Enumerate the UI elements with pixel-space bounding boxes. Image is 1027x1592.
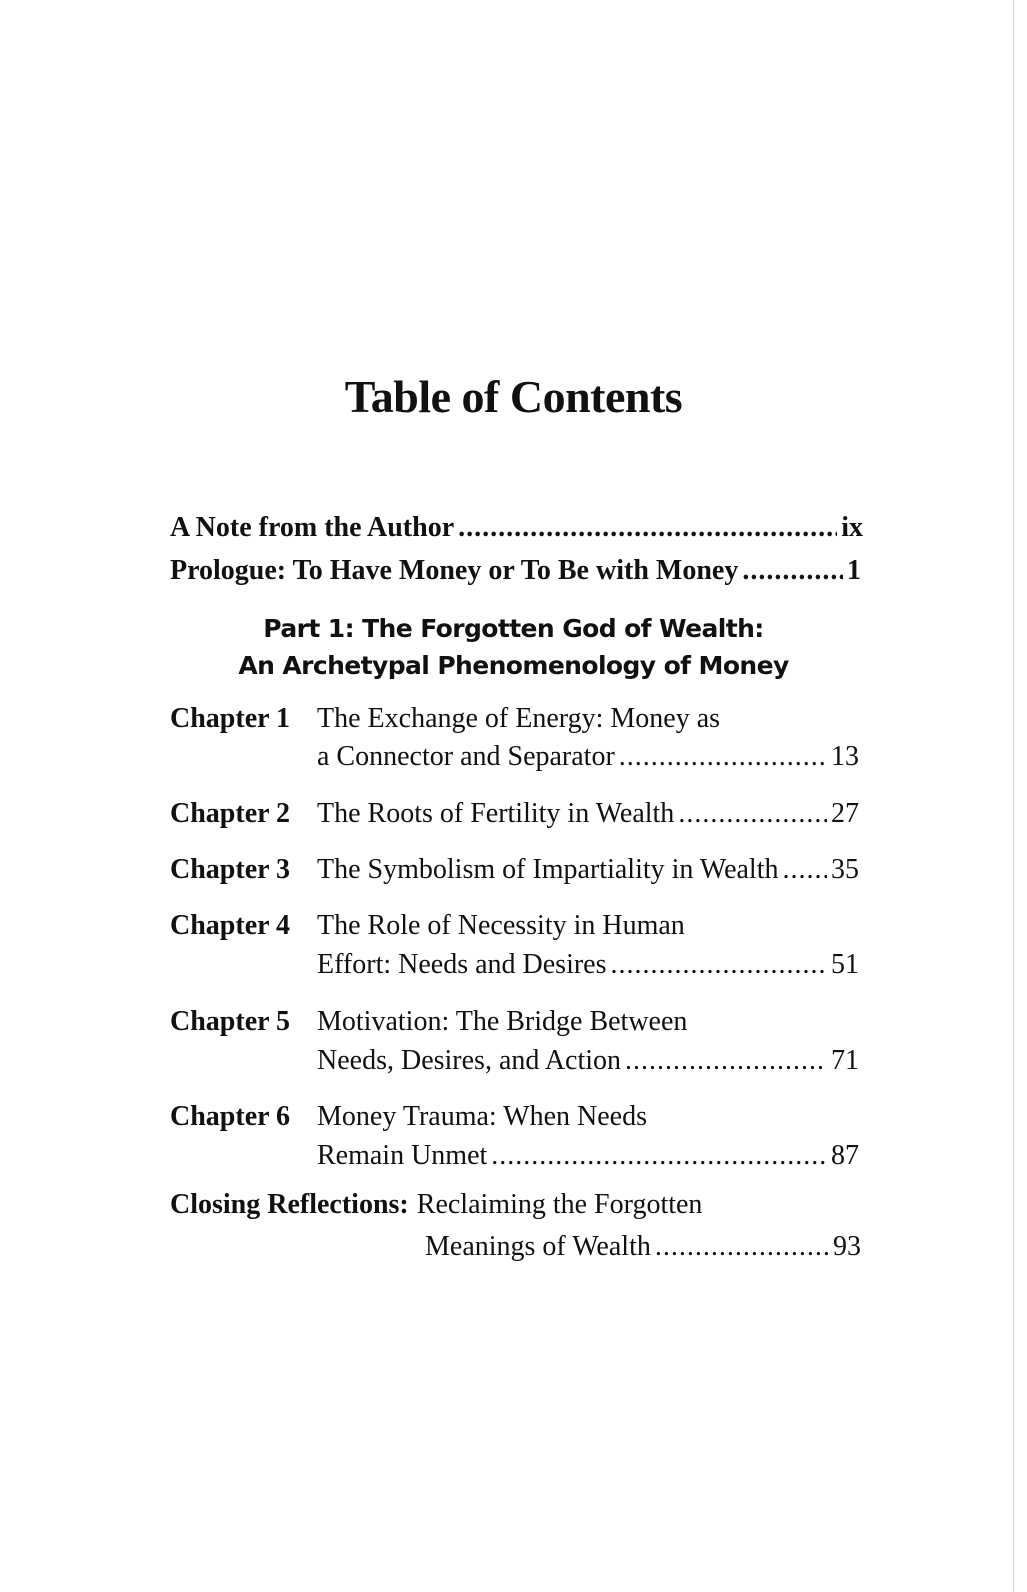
toc-entry-chapter-1[interactable] [317,738,859,776]
chapter-2-label: Chapter 2 [170,798,291,829]
chapter-1-title-line2: a Connector and Separator [317,741,615,772]
chapter-5-title-line1[interactable]: Motivation: The Bridge Between [317,1006,688,1037]
dot-leader [619,738,827,776]
chapter-4-label: Chapter 4 [170,910,291,941]
toc-entry-chapter-2[interactable] [317,795,859,833]
toc-entry-prologue[interactable] [170,552,861,590]
dot-leader [625,1042,827,1080]
chapter-1-label: Chapter 1 [170,703,291,734]
chapter-3-title: The Symbolism of Impartiality in Wealth [317,854,779,885]
chapter-4-page: 51 [831,949,859,980]
chapter-5-title-line2: Needs, Desires, and Action [317,1045,622,1076]
toc-entry-page: 1 [847,555,861,586]
toc-entry-closing-line1[interactable] [170,1186,702,1224]
toc-entry-page: ix [841,512,863,543]
toc-entry-chapter-3[interactable] [317,851,859,889]
page-title: Table of Contents [344,371,683,422]
chapter-5-page: 71 [831,1045,859,1076]
part-heading-line1: Part 1: The Forgotten God of Wealth: [263,614,764,643]
chapter-6-label: Chapter 6 [170,1101,291,1132]
chapter-6-title-line2: Remain Unmet [317,1140,488,1171]
closing-title-line2: Meanings of Wealth [425,1231,651,1262]
chapter-4-title-line2: Effort: Needs and Desires [317,949,607,980]
page-edge-divider [1013,0,1014,1592]
chapter-4-title-line1[interactable]: The Role of Necessity in Human [317,910,685,941]
chapter-3-page: 35 [831,854,859,885]
dot-leader [655,1228,829,1266]
dot-leader [742,552,843,590]
toc-entry-closing[interactable] [425,1228,861,1266]
part-heading [0,610,1027,684]
toc-entry-author-note[interactable] [170,509,863,547]
toc-entry-label: Prologue: To Have Money or To Be with Money [170,555,739,586]
dot-leader [678,795,827,833]
chapter-2-title: The Roots of Fertility in Wealth [317,798,675,829]
part-heading-line2: An Archetypal Phenomenology of Money [238,651,789,680]
chapter-1-title-line1[interactable]: The Exchange of Energy: Money as [317,703,721,734]
toc-entry-chapter-5[interactable] [317,1042,859,1080]
toc-entry-chapter-6[interactable] [317,1137,859,1175]
chapter-6-page: 87 [831,1140,859,1171]
toc-entry-label: A Note from the Author [170,512,455,543]
closing-title-line1: Reclaiming the Forgotten [416,1189,703,1220]
dot-leader [458,509,837,547]
closing-page: 93 [833,1231,861,1262]
chapter-5-label: Chapter 5 [170,1006,291,1037]
chapter-1-page: 13 [831,741,859,772]
toc-entry-chapter-4[interactable] [317,946,859,984]
chapter-2-page: 27 [831,798,859,829]
dot-leader [783,851,828,889]
chapter-3-label: Chapter 3 [170,854,291,885]
chapter-6-title-line1[interactable]: Money Trauma: When Needs [317,1101,647,1132]
dot-leader [491,1137,827,1175]
closing-label: Closing Reflections: [170,1189,409,1220]
dot-leader [611,946,827,984]
